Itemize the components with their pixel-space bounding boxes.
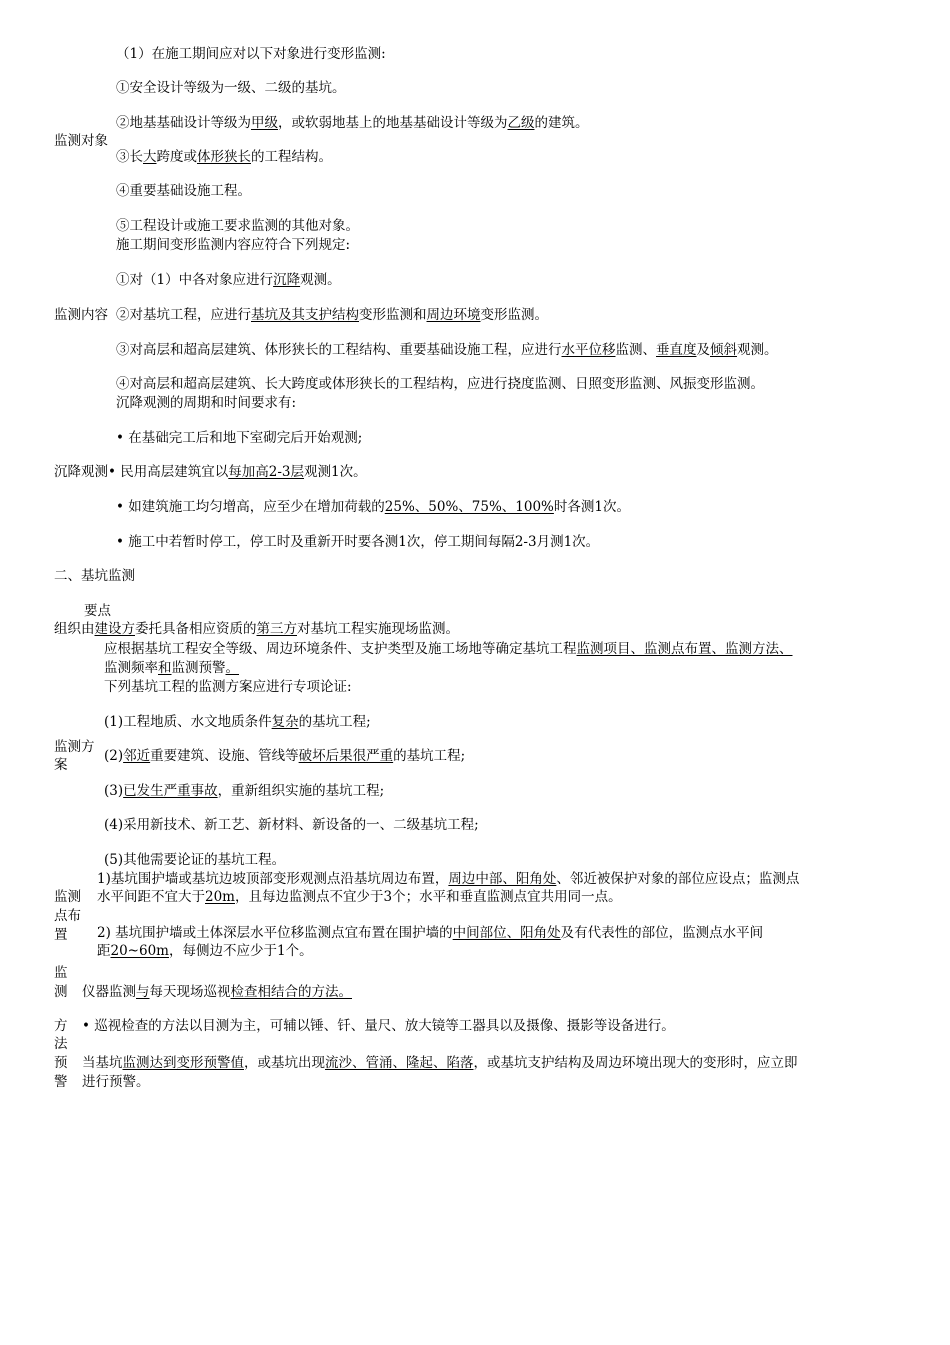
text-segment: 重要建筑、设施、管线等 bbox=[150, 748, 299, 764]
text-segment: (5)其他需要论证的基坑工程。 bbox=[104, 852, 286, 868]
content-item-2 bbox=[116, 306, 548, 324]
points-label-1: 监测 bbox=[54, 889, 81, 905]
underlined-text: 周边环境 bbox=[426, 307, 481, 323]
underlined-text: 倾斜 bbox=[710, 342, 737, 358]
warning-label-1: 预 bbox=[54, 1055, 68, 1071]
plan-item-2 bbox=[104, 747, 465, 765]
text-segment: ，重新组织实施的基坑工程; bbox=[217, 783, 385, 799]
points-p1-line-1 bbox=[97, 870, 799, 888]
text-segment: (1)工程地质、水文地质条件 bbox=[104, 714, 272, 730]
text-segment: 监测、 bbox=[615, 342, 656, 358]
section-heading: 二、基坑监测 bbox=[54, 568, 135, 584]
text-segment: 时各测1次。 bbox=[553, 499, 630, 515]
points-p2-line-1 bbox=[97, 924, 763, 942]
text-segment: ④重要基础设施工程。 bbox=[116, 183, 251, 199]
text-segment: • 在基础完工后和地下室砌完后开始观测; bbox=[116, 430, 363, 446]
underlined-text: 邻近 bbox=[123, 748, 151, 764]
method-label-1: 监 bbox=[54, 965, 68, 981]
text-segment: 每天现场巡视 bbox=[149, 984, 231, 1000]
underlined-text: 每加高2-3层 bbox=[228, 464, 305, 480]
text-segment: 监测预警 bbox=[171, 660, 226, 676]
underlined-text: 体形狭长 bbox=[197, 149, 251, 165]
objects-label: 监测对象 bbox=[54, 133, 108, 149]
settlement-label: 沉降观测 bbox=[54, 464, 108, 480]
method-label-4: 法 bbox=[54, 1036, 68, 1052]
underlined-text: 周边中部、阳角处 bbox=[448, 871, 557, 887]
method-line-1 bbox=[82, 983, 352, 1001]
underlined-text: 流沙、管涌、隆起、陷落 bbox=[325, 1055, 474, 1071]
text-segment: 水平间距不宜大于 bbox=[97, 889, 205, 905]
text-segment: (2) bbox=[104, 748, 124, 764]
points-p2-line-2 bbox=[97, 942, 313, 960]
content-intro: 施工期间变形监测内容应符合下列规定: bbox=[116, 237, 351, 253]
underlined-text: 25%、50%、75%、100% bbox=[384, 499, 554, 515]
text-segment: ②对基坑工程，应进行 bbox=[116, 307, 251, 323]
method-label-2: 测 bbox=[54, 984, 68, 1000]
warning-line-1 bbox=[82, 1054, 798, 1072]
text-segment: ，或基坑支护结构及周边环境出现大的变形时，应立即 bbox=[473, 1055, 798, 1071]
settlement-item-2 bbox=[108, 463, 367, 481]
underlined-text: 大 bbox=[143, 149, 157, 165]
plan-line-2 bbox=[104, 659, 239, 677]
underlined-text: 20~60m bbox=[110, 943, 169, 959]
text-segment: 距 bbox=[97, 943, 111, 959]
points-label-3: 置 bbox=[54, 927, 68, 943]
objects-item-5 bbox=[116, 217, 359, 235]
text-segment: 对基坑工程实施现场监测。 bbox=[297, 621, 459, 637]
plan-label-1: 监测方 bbox=[54, 739, 95, 755]
org-line bbox=[54, 620, 459, 638]
objects-item-4 bbox=[116, 182, 251, 200]
text-segment: 监测频率 bbox=[104, 660, 158, 676]
method-label-3: 方 bbox=[54, 1018, 68, 1034]
underlined-text: 20m bbox=[205, 889, 235, 905]
underlined-text: 中间部位、阳角处 bbox=[452, 925, 561, 941]
text-segment: ①安全设计等级为一级、二级的基坑。 bbox=[116, 80, 346, 96]
text-segment: 变形监测。 bbox=[480, 307, 548, 323]
method-line-2: • 巡视检查的方法以目测为主，可辅以锤、钎、量尺、放大镜等工器具以及摄像、摄影等设备进行。 bbox=[82, 1018, 675, 1034]
key-points: 要点 bbox=[84, 603, 111, 619]
objects-item-2 bbox=[116, 114, 589, 132]
text-segment: 2) 基坑围护墙或土体深层水平位移监测点宜布置在围护墙的 bbox=[97, 925, 453, 941]
warning-line-2: 进行预警。 bbox=[82, 1074, 150, 1090]
plan-line-1 bbox=[104, 640, 793, 658]
text-segment: 及 bbox=[696, 342, 710, 358]
plan-item-5 bbox=[104, 851, 285, 869]
underlined-text: 水平位移 bbox=[561, 342, 616, 358]
underlined-text: 垂直度 bbox=[656, 342, 697, 358]
text-segment: 、邻近被保护对象的部位应设点；监测点 bbox=[556, 871, 800, 887]
text-segment: (4)采用新技术、新工艺、新材料、新设备的一、二级基坑工程; bbox=[104, 817, 479, 833]
underlined-text: 建设方 bbox=[94, 621, 135, 637]
plan-intro: 下列基坑工程的监测方案应进行专项论证: bbox=[104, 679, 352, 695]
underlined-text: 监测达到变形预警值 bbox=[122, 1055, 244, 1071]
text-segment: ③长 bbox=[116, 149, 143, 165]
underlined-text: 和 bbox=[158, 660, 172, 676]
text-segment: ，且每边监测点不宜少于3个；水平和垂直监测点宜共用同一点。 bbox=[234, 889, 622, 905]
underlined-text: 与 bbox=[136, 984, 150, 1000]
text-segment: 观测。 bbox=[300, 272, 341, 288]
text-segment: 应根据基坑工程安全等级、周边环境条件、支护类型及施工场地等确定基坑工程 bbox=[104, 641, 577, 657]
plan-label-2: 案 bbox=[54, 757, 68, 773]
warning-label-2: 警 bbox=[54, 1074, 68, 1090]
text-segment: (3) bbox=[104, 783, 124, 799]
text-segment: 变形监测和 bbox=[359, 307, 427, 323]
text-segment: 观测。 bbox=[737, 342, 778, 358]
text-segment: 观测1次。 bbox=[304, 464, 367, 480]
underlined-text: 乙级 bbox=[507, 115, 535, 131]
text-segment: • 施工中若暂时停工，停工时及重新开时要各测1次，停工期间每隔2-3月测1次。 bbox=[116, 534, 600, 550]
text-segment: ，或软弱地基上的地基基础设计等级为 bbox=[278, 115, 508, 131]
text-segment: 及有代表性的部位，监测点水平间 bbox=[560, 925, 764, 941]
text-segment: ③对高层和超高层建筑、体形狭长的工程结构、重要基础设施工程，应进行 bbox=[116, 342, 562, 358]
content-item-1 bbox=[116, 271, 341, 289]
text-segment: 委托具备相应资质的 bbox=[135, 621, 257, 637]
settlement-item-1 bbox=[116, 429, 362, 447]
underlined-text: 破坏后果很严重 bbox=[298, 748, 394, 764]
settlement-intro: 沉降观测的周期和时间要求有: bbox=[116, 395, 297, 411]
underlined-text: 监测项目、监测点布置、监测方法、 bbox=[576, 641, 793, 657]
underlined-text: 沉降 bbox=[273, 272, 301, 288]
underlined-text: 第三方 bbox=[256, 621, 297, 637]
objects-intro: （1）在施工期间应对以下对象进行变形监测: bbox=[116, 46, 386, 62]
text-segment: ①对（1）中各对象应进行 bbox=[116, 272, 274, 288]
points-p1-line-2 bbox=[97, 888, 622, 906]
text-segment: 当基坑 bbox=[82, 1055, 123, 1071]
plan-item-1 bbox=[104, 713, 371, 731]
text-segment: ，或基坑出现 bbox=[244, 1055, 325, 1071]
text-segment: ②地基基础设计等级为 bbox=[116, 115, 251, 131]
text-segment: 的建筑。 bbox=[534, 115, 589, 131]
objects-item-3 bbox=[116, 148, 332, 166]
text-segment: • 如建筑施工均匀增高，应至少在增加荷载的 bbox=[116, 499, 385, 515]
text-segment: ⑤工程设计或施工要求监测的其他对象。 bbox=[116, 218, 359, 234]
text-segment: ，每侧边不应少于1个。 bbox=[168, 943, 313, 959]
settlement-item-3 bbox=[116, 498, 630, 516]
underlined-text: 已发生严重事故 bbox=[123, 783, 218, 799]
text-segment: 1)基坑围护墙或基坑边坡顶部变形观测点沿基坑周边布置， bbox=[97, 871, 449, 887]
plan-item-4 bbox=[104, 816, 479, 834]
content-item-4 bbox=[116, 375, 764, 393]
points-label-2: 点布 bbox=[54, 908, 81, 924]
text-segment: 跨度或 bbox=[156, 149, 197, 165]
text-segment: • 民用高层建筑宜以 bbox=[108, 464, 229, 480]
underlined-text: 甲级 bbox=[251, 115, 278, 131]
objects-item-1 bbox=[116, 79, 346, 97]
content-item-3 bbox=[116, 341, 778, 359]
text-segment: 的工程结构。 bbox=[251, 149, 332, 165]
text-segment: 仪器监测 bbox=[82, 984, 136, 1000]
text-segment: 的基坑工程; bbox=[298, 714, 371, 730]
plan-item-3 bbox=[104, 782, 384, 800]
underlined-text: 。 bbox=[225, 660, 239, 676]
settlement-item-4 bbox=[116, 533, 599, 551]
underlined-text: 基坑及其支护结构 bbox=[251, 307, 359, 323]
text-segment: 组织由 bbox=[54, 621, 95, 637]
underlined-text: 复杂 bbox=[271, 714, 299, 730]
content-label: 监测内容 bbox=[54, 307, 108, 323]
text-segment: ④对高层和超高层建筑、长大跨度或体形狭长的工程结构，应进行挠度监测、日照变形监测、风振变形监测。 bbox=[116, 376, 764, 392]
underlined-text: 检查相结合的方法。 bbox=[230, 984, 352, 1000]
text-segment: 的基坑工程; bbox=[393, 748, 466, 764]
